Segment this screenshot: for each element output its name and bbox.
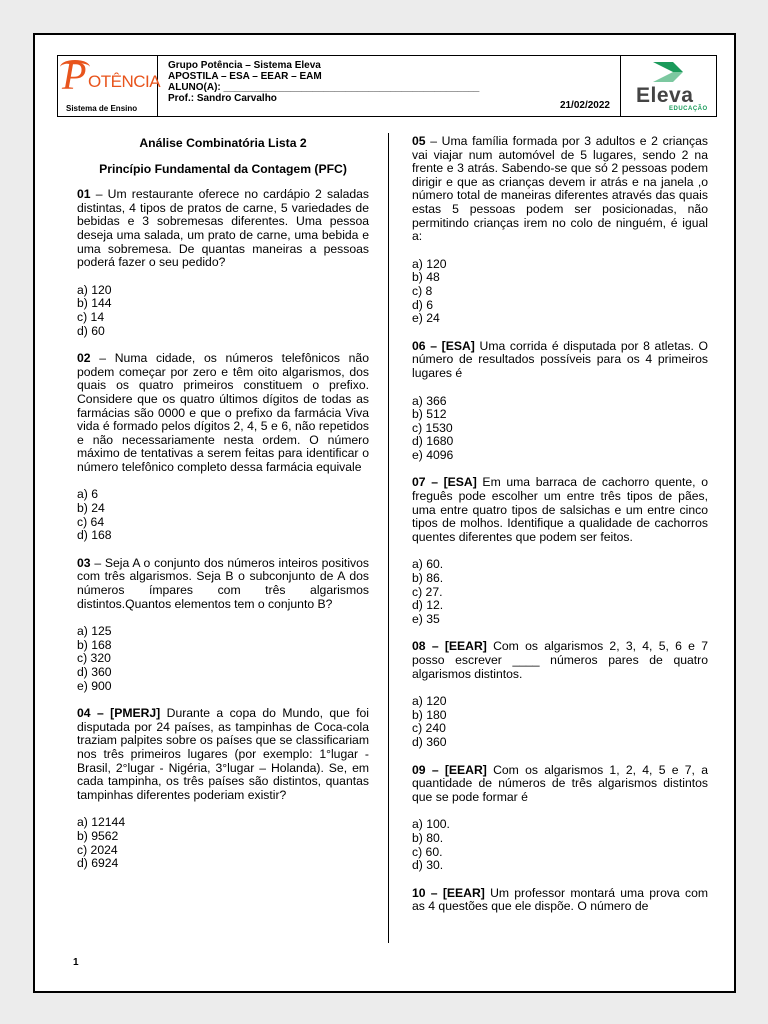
option-e: e) 24 (412, 311, 440, 326)
question-10 (412, 887, 708, 914)
option-b: b) 168 (77, 637, 112, 652)
question-number: 01 (77, 187, 91, 202)
header-table (57, 55, 717, 117)
header-date: 21/02/2022 (559, 100, 610, 111)
question-01 (77, 188, 369, 270)
option-d: d) 360 (77, 665, 112, 679)
option-b: b) 9562 (77, 828, 119, 843)
option-e: e) 35 (412, 611, 440, 626)
header-teacher: Prof.: Sandro Carvalho (168, 93, 277, 104)
eleva-arrow-icon (649, 60, 685, 84)
option-c: c) 320 (77, 651, 111, 666)
options-01 (77, 284, 369, 338)
option-d: d) 1680 (412, 434, 454, 449)
question-number: 02 (77, 351, 91, 366)
question-number: 06 (412, 338, 426, 353)
option-a: a) 366 (412, 393, 447, 408)
options-09 (412, 818, 708, 872)
option-d: d) 6 (412, 297, 434, 312)
eleva-logo (621, 56, 716, 116)
option-a: a) 125 (77, 624, 112, 639)
question-number: 09 (412, 762, 426, 777)
option-d: d) 6924 (77, 856, 119, 871)
options-03 (77, 625, 369, 693)
question-07 (412, 476, 708, 544)
logo-letter: P (62, 53, 87, 98)
question-number: 08 (412, 639, 426, 654)
option-d: d) 12. (412, 598, 444, 613)
potencia-logo (58, 53, 161, 116)
document-page (33, 33, 736, 993)
option-c: c) 2024 (77, 842, 118, 857)
option-d: d) 60 (77, 323, 105, 338)
question-number: 07 (412, 475, 426, 490)
question-number: – [EEAR] (425, 762, 487, 777)
option-a: a) 6 (77, 487, 99, 502)
option-b: b) 86. (412, 571, 444, 586)
question-number: 04 (77, 706, 91, 721)
column-divider (388, 133, 389, 943)
option-a: a) 120 (412, 256, 447, 271)
option-b: b) 512 (412, 407, 447, 422)
right-column (412, 135, 708, 928)
logo-text: OTÊNCIA (88, 72, 161, 91)
question-number: 10 (412, 885, 426, 900)
question-06 (412, 340, 708, 381)
page-number: 1 (73, 957, 79, 968)
options-02 (77, 488, 369, 542)
question-09 (412, 764, 708, 805)
question-text: – Seja A o conjunto dos números inteiros positivos com três algarismos. Seja B o subconjunto de A dos números ímpares com três algarismos distintos.Quantos elementos tem o conjunto B? (77, 555, 369, 611)
header-apostila: APOSTILA – ESA – EEAR – EAM (168, 71, 322, 82)
options-05 (412, 258, 708, 326)
question-number: – [EEAR] (425, 885, 485, 900)
options-04 (77, 816, 369, 870)
eleva-brand-sub: EDUCAÇÃO (669, 106, 708, 112)
question-03 (77, 557, 369, 611)
options-06 (412, 395, 708, 463)
option-c: c) 240 (412, 721, 446, 736)
options-08 (412, 695, 708, 749)
question-02 (77, 352, 369, 474)
option-b: b) 80. (412, 830, 444, 845)
header-group: Grupo Potência – Sistema Eleva (168, 60, 321, 71)
question-text: – Uma família formada por 3 adultos e 2 crianças vai viajar num automóvel de 5 lugares, sendo 2 na frente e 3 atrás. Sabendo-se que só 2 pessoas podem dirigir e que as crianças devem ir atrás e na janela ,o número total de maneiras diferentes através das quais estas 5 pessoas podem ser posicionadas, não permitindo crianças irem no colo de ninguém, é igual a: (412, 134, 708, 244)
option-c: c) 60. (412, 844, 443, 859)
question-text: – Numa cidade, os números telefônicos não podem começar por zero e têm oito algarismos, dos quais os quatro primeiros constituem o prefixo. Considere que os quatro últimos dígitos de todas as farmácias são 0000 e que o prefixo da farmácia Viva vida é formado pelos dígitos 2, 4, 5 e 6, não repetidos e não necessariamente nesta ordem. O número máximo de tentativas a serem feitas para identificar o número telefônico completo dessa farmácia equivale (77, 351, 369, 474)
option-a: a) 100. (412, 817, 450, 832)
question-text: Com os algarismos 1, 2, 4, 5 e 7, a quantidade de números de três algarismos distintos que se pode formar é (412, 762, 708, 804)
question-text: Em uma barraca de cachorro quente, o freguês pode escolher um entre três tipos de pães, uma entre quatro tipos de salsichas e um entre cinco tipos de molhos. Identifique a qualidade de cachorros quentes diferentes que podem ser feitos. (412, 475, 708, 544)
question-number: – [ESA] (425, 338, 475, 353)
option-c: c) 1530 (412, 420, 453, 435)
header-info (158, 56, 621, 116)
question-number: 05 (412, 134, 426, 148)
option-c: c) 27. (412, 584, 443, 599)
option-b: b) 144 (77, 296, 112, 311)
list-subtitle: Princípio Fundamental da Contagem (PFC) (99, 161, 347, 176)
option-d: d) 30. (412, 858, 444, 873)
option-d: d) 360 (412, 734, 447, 749)
option-a: a) 12144 (77, 815, 126, 830)
question-number: – [ESA] (425, 475, 477, 490)
option-d: d) 168 (77, 528, 112, 543)
question-text: – Um restaurante oferece no cardápio 2 saladas distintas, 4 tipos de pratos de carne, 5 variedades de bebidas e 3 sobremesas diferentes. Uma pessoa deseja uma salada, um prato de carne, uma bebida e uma sobremesa. De quantas maneiras a pessoas poderá fazer o seu pedido? (77, 187, 369, 270)
option-c: c) 14 (77, 309, 105, 324)
question-number: – [PMERJ] (90, 706, 161, 721)
question-number: – [EEAR] (425, 639, 487, 654)
question-05 (412, 135, 708, 244)
question-text: Com os algarismos 2, 3, 4, 5, 6 e 7 posso escrever ____ números pares de quatro algarismos distintos. (412, 639, 708, 681)
option-c: c) 64 (77, 514, 105, 529)
option-e: e) 4096 (412, 447, 454, 462)
list-title: Análise Combinatória Lista 2 (139, 136, 307, 150)
option-b: b) 48 (412, 270, 440, 285)
option-e: e) 900 (77, 678, 112, 693)
question-08 (412, 640, 708, 681)
header-student: ALUNO(A): ______________________________________________ (168, 82, 480, 93)
question-text: Um professor montará uma prova com as 4 questões que ele dispõe. O número de (412, 885, 708, 914)
question-04 (77, 707, 369, 802)
option-a: a) 60. (412, 557, 444, 572)
logo-subtitle: Sistema de Ensino (66, 104, 138, 113)
question-text: Durante a copa do Mundo, que foi disputada por 24 países, as tampinhas de Coca-cola traziam palpites sobre os países que se classificariam nos três primeiros lugares (por exemplo: 1°lugar - Brasil, 2°lugar - Nigéria, 3°lugar – Holanda). Se, em cada tampinha, os três países são distintos, quantas tampinhas diferentes poderiam existir? (77, 706, 369, 802)
option-c: c) 8 (412, 283, 433, 298)
left-column (77, 135, 369, 885)
question-number: 03 (77, 555, 91, 570)
option-a: a) 120 (77, 282, 112, 297)
option-b: b) 24 (77, 501, 105, 516)
option-a: a) 120 (412, 694, 447, 709)
question-text: Uma corrida é disputada por 8 atletas. O número de resultados possíveis para os 4 primeiros lugares é (412, 338, 708, 380)
eleva-brand: Eleva (636, 84, 694, 107)
options-07 (412, 558, 708, 626)
option-b: b) 180 (412, 707, 447, 722)
